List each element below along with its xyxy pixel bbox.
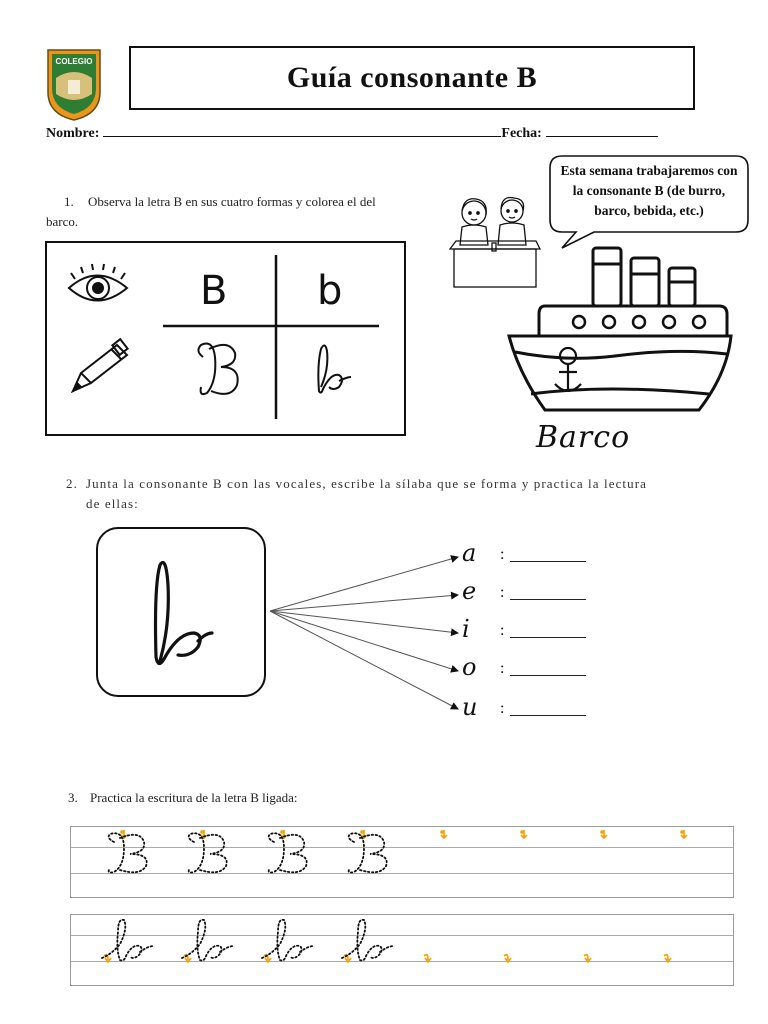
start-dot	[200, 830, 204, 834]
instruction-text-line1: Junta la consonante B con las vocales, escribe la sílaba que se forma y practica la lectura	[86, 476, 648, 491]
syllable-blank-i[interactable]	[510, 619, 586, 638]
cursive-lower-b	[318, 345, 351, 392]
start-dot	[600, 830, 604, 834]
vowel-o: o	[462, 653, 477, 681]
logo-text: COLEGIO	[55, 57, 93, 66]
page-title: Guía consonante B	[286, 61, 538, 94]
dotted-lower-b	[262, 920, 314, 961]
cursive-upper-b	[198, 344, 237, 395]
start-dot	[280, 830, 284, 834]
colon: :	[500, 622, 505, 639]
syllable-blank-e[interactable]	[510, 581, 586, 600]
colon: :	[500, 700, 505, 717]
start-mark	[424, 955, 431, 962]
syllable-blank-u[interactable]	[510, 697, 586, 716]
syllable-row-o	[462, 654, 586, 680]
vowel-i: i	[462, 615, 470, 643]
start-dot	[440, 830, 444, 834]
dotted-upper-b	[349, 833, 387, 872]
name-field[interactable]	[103, 124, 501, 137]
dotted-upper-b	[269, 833, 307, 872]
instruction-1	[46, 192, 406, 232]
vowel-u: u	[462, 693, 478, 721]
start-mark	[664, 955, 671, 962]
date-label: Fecha:	[501, 126, 542, 141]
item-number: 2.	[66, 476, 78, 491]
ship-illustration	[505, 244, 735, 416]
dotted-lower-b	[342, 920, 394, 961]
print-lower-b: b	[317, 268, 343, 314]
print-upper-b: B	[200, 268, 228, 314]
dotted-lower-b	[182, 920, 234, 961]
school-logo	[46, 48, 102, 122]
instruction-text: Practica la escritura de la letra B ligada:	[90, 790, 298, 805]
syllable-row-e	[462, 578, 586, 604]
eye-icon	[69, 264, 127, 301]
dotted-upper-b	[109, 833, 147, 872]
name-label: Nombre:	[46, 126, 100, 141]
start-dot	[680, 830, 684, 834]
item-number: 3.	[68, 790, 78, 805]
syllable-row-i	[462, 616, 586, 642]
dotted-lower-b	[102, 920, 154, 961]
syllable-blank-o[interactable]	[510, 657, 586, 676]
start-mark	[584, 955, 591, 962]
syllable-row-a	[462, 540, 586, 566]
colon: :	[500, 660, 505, 677]
name-date-line	[46, 124, 658, 142]
vowel-a: a	[462, 539, 477, 567]
date-field[interactable]	[546, 124, 658, 137]
instruction-text-line2: de ellas:	[86, 496, 139, 511]
tracing-lower-b	[70, 914, 734, 986]
ship-caption: Barco	[536, 420, 631, 455]
start-dot	[360, 830, 364, 834]
start-mark	[504, 955, 511, 962]
item-number: 1.	[64, 194, 74, 209]
dotted-upper-b	[189, 833, 227, 872]
big-cursive-b-card	[96, 527, 266, 697]
bubble-text: Esta semana trabajaremos con la consonante B (de burro, barco, bebida, etc.)	[560, 163, 738, 218]
instruction-3	[68, 790, 298, 806]
tracing-upper-b	[70, 826, 734, 898]
colon: :	[500, 584, 505, 601]
vowel-e: e	[462, 577, 477, 605]
pencil-icon	[73, 339, 128, 391]
syllable-row-u	[462, 694, 586, 720]
start-dot	[520, 830, 524, 834]
start-dot	[120, 830, 124, 834]
instruction-2	[66, 474, 726, 514]
title-box	[129, 46, 695, 110]
instruction-text: Observa la letra B en sus cuatro formas y colorea el del barco.	[46, 194, 376, 229]
colon: :	[500, 546, 505, 563]
syllable-blank-a[interactable]	[510, 543, 586, 562]
